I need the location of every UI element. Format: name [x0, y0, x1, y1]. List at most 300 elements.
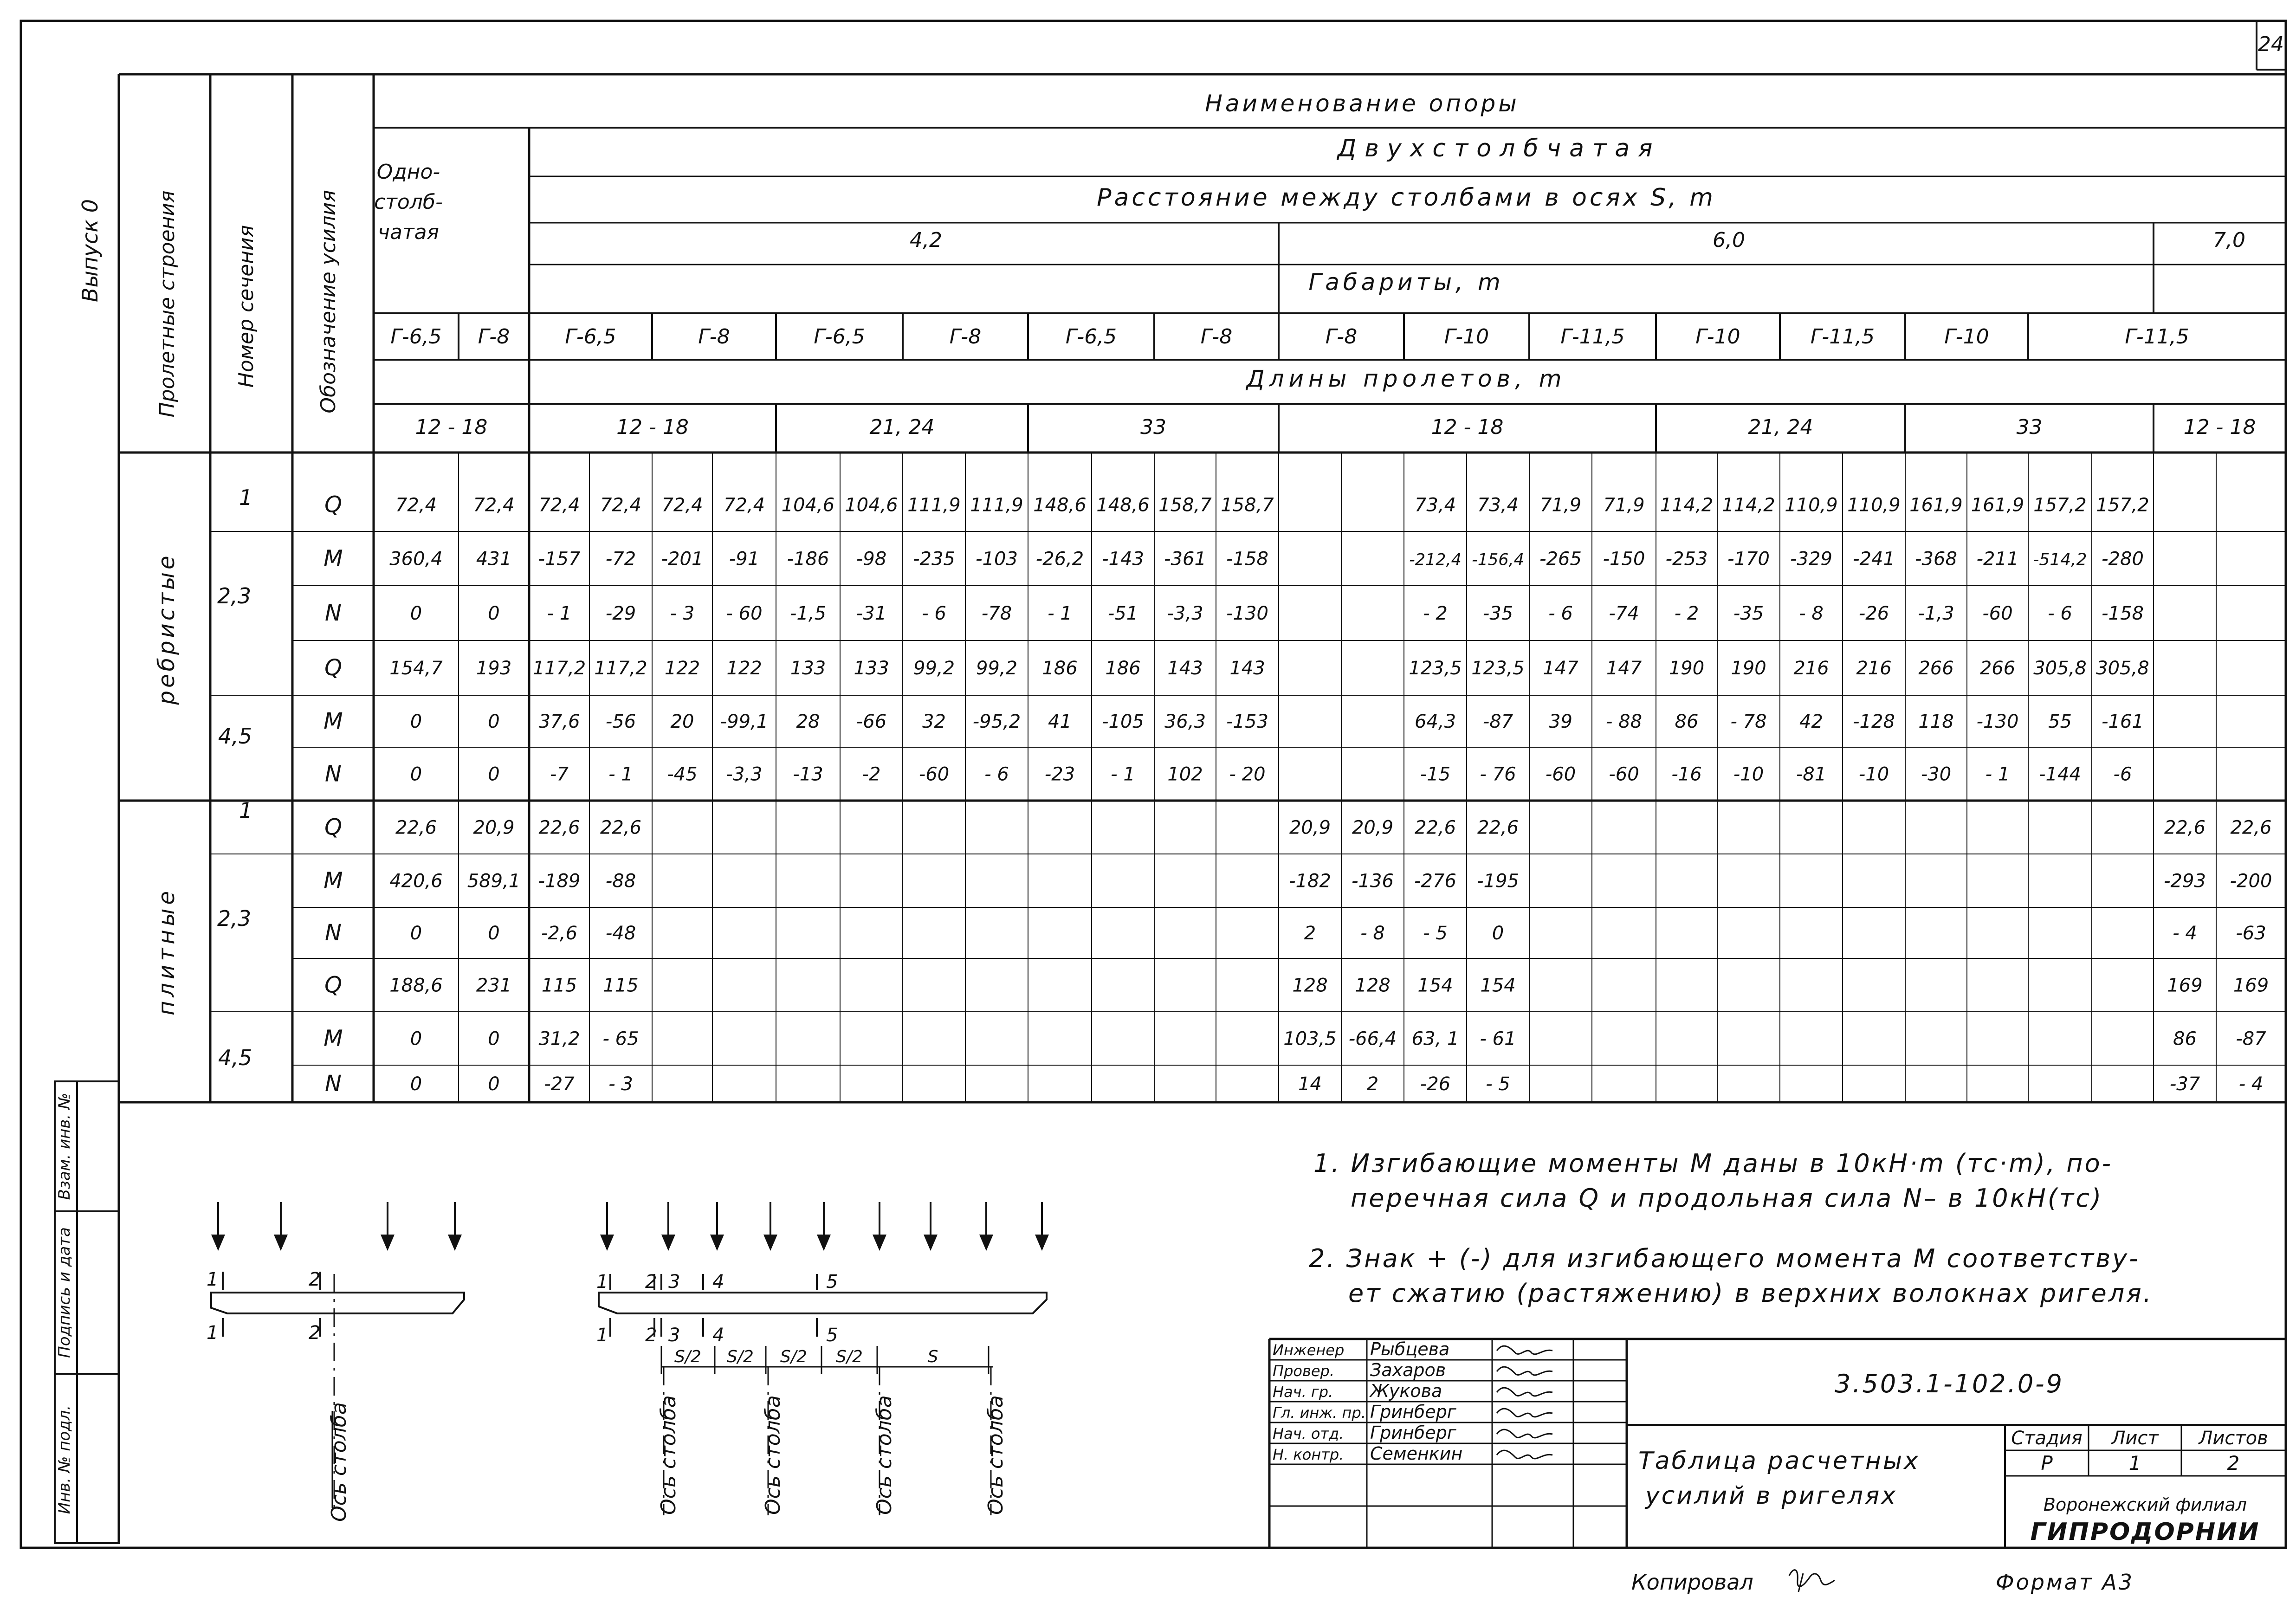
- org-line-2: ГИПРОДОРНИИ: [2030, 1518, 2260, 1546]
- copier-signature: [1789, 1570, 1835, 1592]
- table-cell: -186: [787, 548, 829, 570]
- axis-label: Ось столба: [873, 1395, 896, 1515]
- table-cell: 0: [488, 1073, 500, 1095]
- diag-right-bottom-label: 2: [645, 1325, 657, 1346]
- load-arrows-left: [213, 1202, 460, 1248]
- diag-right-top-label: 2: [645, 1271, 657, 1293]
- tb-role: Гл. инж. пр.: [1273, 1404, 1366, 1422]
- table-cell: -150: [1603, 548, 1645, 570]
- section-45-ribbed: 4,5: [218, 724, 252, 749]
- table-cell: -153: [1226, 711, 1268, 732]
- table-cell: -265: [1539, 548, 1582, 570]
- table-cell: 0: [488, 923, 500, 944]
- table-cell: 104,6: [781, 494, 835, 516]
- table-cell: 36,3: [1164, 711, 1206, 732]
- table-cell: - 88: [1605, 711, 1643, 732]
- table-cell: 161,9: [1971, 494, 2024, 516]
- table-cell: -368: [1915, 548, 1957, 570]
- diag-right-bottom-label: 5: [826, 1325, 838, 1346]
- table-cell: 147: [1606, 658, 1642, 679]
- force-letter: N: [325, 600, 342, 626]
- table-cell: 22,6: [1477, 817, 1519, 839]
- table-cell: 169: [2233, 975, 2269, 996]
- table-cell: -30: [1921, 763, 1952, 785]
- gabarit-label: Г-8: [1325, 325, 1358, 349]
- table-cell: 128: [1292, 975, 1328, 996]
- force-letter: Q: [324, 972, 342, 998]
- signature: [1497, 1346, 1552, 1354]
- table-cell: -3,3: [1167, 603, 1203, 624]
- table-cell: -143: [1102, 548, 1144, 570]
- gabarit-label: Г-8: [698, 325, 730, 349]
- table-cell: 39: [1549, 711, 1572, 732]
- table-cell: -144: [2039, 763, 2081, 785]
- diag-right-bottom-label: 4: [712, 1325, 724, 1346]
- gabarit-labels: [390, 325, 2189, 349]
- table-cell: -56: [605, 711, 636, 732]
- table-cell: - 6: [1548, 603, 1573, 624]
- table-cell: - 6: [922, 603, 946, 624]
- signature: [1497, 1367, 1552, 1375]
- table-cell: -329: [1790, 548, 1832, 570]
- signature: [1497, 1409, 1552, 1417]
- table-cell: 115: [603, 975, 639, 996]
- table-cell: -31: [856, 603, 887, 624]
- table-cell: -26,2: [1035, 548, 1084, 570]
- table-cell: 104,6: [845, 494, 898, 516]
- table-cell: 147: [1543, 658, 1578, 679]
- table-cell: 103,5: [1283, 1028, 1337, 1050]
- table-cell: 161,9: [1909, 494, 1963, 516]
- span-length-label: 21, 24: [1748, 415, 1813, 439]
- table-cell: 431: [476, 548, 512, 570]
- table-cell: 0: [488, 711, 500, 732]
- vypusk-label: Выпуск 0: [78, 199, 103, 303]
- table-cell: -74: [1609, 603, 1639, 624]
- table-cell: 72,4: [723, 494, 765, 516]
- table-cell: 111,9: [970, 494, 1023, 516]
- two-column-diagram-labels: [596, 1271, 1008, 1515]
- table-cell: 148,6: [1033, 494, 1087, 516]
- span-length-label: 33: [2016, 415, 2043, 439]
- tb-name: Семенкин: [1370, 1443, 1463, 1464]
- section-1-ribbed: 1: [239, 485, 253, 510]
- table-cell: -2: [862, 763, 881, 785]
- section-23-slab: 2,3: [217, 906, 252, 931]
- table-cell: 122: [726, 658, 762, 679]
- note-2-line-1: 2. Знак + (-) для изгибающего момента M соответству-: [1309, 1244, 2140, 1273]
- table-cell: 266: [1918, 658, 1954, 679]
- table-cell: 111,9: [907, 494, 961, 516]
- table-cell: - 3: [670, 603, 695, 624]
- table-cell: -26: [1420, 1073, 1451, 1095]
- table-cell: 0: [410, 923, 422, 944]
- header-section-number: Номер сечения: [234, 225, 258, 388]
- table-cell: 72,4: [600, 494, 642, 516]
- gabarit-label: Г-6,5: [814, 325, 865, 349]
- tb-role: Нач. гр.: [1273, 1383, 1333, 1401]
- gabarit-label: Г-8: [949, 325, 982, 349]
- table-cell: 216: [1856, 658, 1892, 679]
- table-cell: -7: [550, 763, 569, 785]
- diag-right-top-label: 4: [712, 1271, 724, 1293]
- header-dliny: Длины пролетов, m: [1246, 365, 1566, 392]
- table-grid-lines: [119, 74, 2286, 1102]
- table-cell: 123,5: [1409, 658, 1462, 679]
- tb-name: Захаров: [1370, 1360, 1446, 1380]
- table-cell: - 76: [1480, 763, 1516, 785]
- force-table: [119, 74, 2286, 1543]
- table-cell: 22,6: [2164, 817, 2206, 839]
- table-cell: 64,3: [1414, 711, 1456, 732]
- document-code: 3.503.1-102.0-9: [1834, 1369, 2064, 1398]
- table-cell: - 1: [608, 763, 633, 785]
- header-single-1: Одно-: [376, 160, 440, 184]
- force-letter: M: [323, 1025, 343, 1052]
- section-45-slab: 4,5: [218, 1045, 252, 1070]
- table-cell: 133: [790, 658, 826, 679]
- table-cell: -182: [1289, 870, 1331, 892]
- table-cell: -253: [1665, 548, 1708, 570]
- table-cell: -60: [918, 763, 950, 785]
- gabarit-label: Г-10: [1695, 325, 1740, 349]
- table-cell: - 4: [2173, 923, 2197, 944]
- table-cell: 360,4: [389, 548, 443, 570]
- span-length-label: 12 - 18: [616, 415, 689, 439]
- table-cell: - 2: [1674, 603, 1699, 624]
- diag-right-top-label: 1: [596, 1271, 608, 1293]
- header-distance: Расстояние между столбами в осях S, m: [1097, 184, 1716, 212]
- table-cell: 157,2: [2096, 494, 2149, 516]
- table-cell: 72,4: [661, 494, 703, 516]
- table-cell: 0: [410, 1073, 422, 1095]
- table-cell: -60: [1982, 603, 2013, 624]
- girder-left: [211, 1293, 464, 1313]
- table-cell: 55: [2048, 711, 2072, 732]
- signature: [1497, 1388, 1552, 1396]
- table-cell: -63: [2236, 923, 2266, 944]
- axis-label-left: Ось столба: [327, 1402, 351, 1522]
- group-slab: плитные: [154, 887, 180, 1016]
- table-cell: - 4: [2238, 1073, 2264, 1095]
- table-cell: 154: [1480, 975, 1516, 996]
- axis-label: Ось столба: [984, 1395, 1008, 1515]
- notes: [1309, 1149, 2153, 1308]
- load-arrows-right: [601, 1202, 1048, 1248]
- table-cell: -103: [976, 548, 1018, 570]
- table-cell: - 8: [1360, 923, 1385, 944]
- table-cell: -91: [729, 548, 760, 570]
- table-cell: - 6: [984, 763, 1009, 785]
- gabarit-label: Г-6,5: [1065, 325, 1117, 349]
- note-2-line-2: ет сжатию (растяжению) в верхних волокнах ригеля.: [1348, 1279, 2153, 1308]
- table-cell: 0: [488, 763, 500, 785]
- doc-title-2: усилий в ригелях: [1645, 1482, 1898, 1510]
- header-force-symbol: Обозначение усилия: [317, 190, 340, 414]
- diag-left-label-4: 2: [309, 1322, 321, 1344]
- doc-title-1: Таблица расчетных: [1638, 1447, 1920, 1475]
- table-cell: - 2: [1423, 603, 1448, 624]
- sheets-label: Листов: [2199, 1428, 2268, 1449]
- note-1-line-1: 1. Изгибающие моменты M даны в 10кН·m (тс·m), по-: [1313, 1149, 2113, 1178]
- table-cell: - 5: [1486, 1073, 1510, 1095]
- table-cell: 20,9: [473, 817, 515, 839]
- sheet-value: 1: [2128, 1452, 2141, 1474]
- diag-right-top-label: 3: [668, 1271, 680, 1293]
- table-cell: 158,7: [1158, 494, 1212, 516]
- table-cell: 42: [1799, 711, 1823, 732]
- table-cell: -200: [2230, 870, 2272, 892]
- table-cell: -201: [661, 548, 704, 570]
- table-cell: 31,2: [538, 1028, 580, 1050]
- table-cell: 14: [1298, 1073, 1322, 1095]
- diag-right-bottom-label: 1: [596, 1325, 608, 1346]
- table-cell: -13: [793, 763, 823, 785]
- table-cell: - 1: [547, 603, 572, 624]
- table-cell: 2: [1304, 923, 1316, 944]
- tb-role: Н. контр.: [1273, 1446, 1344, 1463]
- table-cell: -1,3: [1918, 603, 1954, 624]
- span-length-labels: [415, 415, 2256, 439]
- copied-label: Копировал: [1631, 1570, 1753, 1595]
- stage-label: Стадия: [2011, 1428, 2083, 1449]
- diag-left-label-2: 2: [309, 1269, 321, 1290]
- gabarit-label: Г-10: [1444, 325, 1489, 349]
- table-cell: 110,9: [1785, 494, 1838, 516]
- table-cell: -10: [1858, 763, 1889, 785]
- table-cell: 115: [541, 975, 577, 996]
- table-cell: -45: [667, 763, 698, 785]
- table-cell: - 3: [608, 1073, 633, 1095]
- table-cell: -66: [856, 711, 887, 732]
- table-cell: -161: [2102, 711, 2144, 732]
- table-cell: 420,6: [389, 870, 443, 892]
- table-cell: -241: [1853, 548, 1895, 570]
- sheet-number-box: [2257, 21, 2286, 70]
- table-cell: 37,6: [538, 711, 580, 732]
- table-cell: 22,6: [1414, 817, 1456, 839]
- header-support-name: Наименование опоры: [1205, 90, 1520, 117]
- table-cell: 99,2: [976, 658, 1018, 679]
- tb-name: Гринберг: [1370, 1423, 1456, 1443]
- axis-label: Ось столба: [761, 1395, 785, 1515]
- table-cell: -128: [1853, 711, 1895, 732]
- table-cell: 73,4: [1414, 494, 1456, 516]
- span-length-label: 12 - 18: [415, 415, 488, 439]
- diag-left-label-1: 1: [207, 1269, 219, 1290]
- table-cell: 0: [410, 711, 422, 732]
- table-cell: 22,6: [395, 817, 437, 839]
- table-cell: -158: [1226, 548, 1268, 570]
- table-cell: -211: [1976, 548, 2019, 570]
- header-double: Двухстолбчатая: [1337, 135, 1661, 162]
- stamp-podpis-data: Подпись и дата: [55, 1227, 74, 1358]
- table-cell: 154: [1417, 975, 1453, 996]
- table-cell: 190: [1731, 658, 1766, 679]
- span-length-label: 21, 24: [869, 415, 935, 439]
- table-cell: -87: [1482, 711, 1513, 732]
- span-length-label: 12 - 18: [1431, 415, 1504, 439]
- table-cell: -189: [538, 870, 581, 892]
- table-cell: - 1: [1985, 763, 2010, 785]
- diag-right-top-label: 5: [826, 1271, 838, 1293]
- table-cell: 186: [1105, 658, 1141, 679]
- sheets-value: 2: [2227, 1452, 2240, 1474]
- header-dist-70: 7,0: [2213, 228, 2245, 252]
- table-cell: - 1: [1111, 763, 1135, 785]
- table-cell: 110,9: [1847, 494, 1901, 516]
- stage-value: Р: [2041, 1452, 2053, 1474]
- row-labels: [154, 485, 252, 1070]
- table-cell: -87: [2236, 1028, 2266, 1050]
- table-cell: -99,1: [720, 711, 769, 732]
- header-single-2: столб-: [374, 190, 443, 214]
- table-cell: -48: [605, 923, 636, 944]
- table-cell: 20: [670, 711, 694, 732]
- table-cell: -170: [1727, 548, 1770, 570]
- dimension-label: S/2: [674, 1347, 701, 1366]
- table-cell: 123,5: [1471, 658, 1525, 679]
- dimension-label: S/2: [727, 1347, 754, 1366]
- gabarit-label: Г-6,5: [565, 325, 616, 349]
- tb-name: Гринберг: [1370, 1402, 1456, 1422]
- table-cell: - 6: [2048, 603, 2072, 624]
- table-cell: -6: [2113, 763, 2132, 785]
- table-cell: - 61: [1480, 1028, 1516, 1050]
- force-letter: Q: [324, 655, 342, 681]
- table-cell: - 78: [1730, 711, 1767, 732]
- diag-right-bottom-label: 3: [668, 1325, 680, 1346]
- tb-role: Нач. отд.: [1273, 1425, 1344, 1442]
- table-cell: -157: [538, 548, 581, 570]
- table-cell: 133: [854, 658, 889, 679]
- table-cell: -72: [605, 548, 636, 570]
- table-cell: 0: [410, 1028, 422, 1050]
- table-cell: -78: [981, 603, 1012, 624]
- tb-role: Провер.: [1273, 1362, 1334, 1380]
- table-cell: 28: [796, 711, 820, 732]
- stamp-inv-podl: Инв. № подл.: [55, 1405, 74, 1514]
- header-dist-42: 4,2: [910, 228, 942, 252]
- table-cell: -37: [2169, 1073, 2200, 1095]
- table-cell: -98: [856, 548, 887, 570]
- gabarit-label: Г-8: [478, 325, 510, 349]
- table-cell: 117,2: [594, 658, 647, 679]
- force-letter: N: [325, 761, 342, 787]
- table-cell: - 65: [602, 1028, 639, 1050]
- table-cell: -23: [1044, 763, 1075, 785]
- table-cell: 589,1: [467, 870, 521, 892]
- org-line-1: Воронежский филиал: [2043, 1494, 2247, 1515]
- table-cell: 169: [2167, 975, 2203, 996]
- table-cell: - 1: [1048, 603, 1072, 624]
- table-cell: 148,6: [1096, 494, 1150, 516]
- table-cell: -35: [1733, 603, 1764, 624]
- table-cell: -51: [1107, 603, 1138, 624]
- table-cell: 231: [476, 975, 512, 996]
- table-cell: 2: [1366, 1073, 1379, 1095]
- table-cell: 266: [1979, 658, 2016, 679]
- table-cell: 154,7: [389, 658, 443, 679]
- table-cell: -280: [2102, 548, 2144, 570]
- force-letter: N: [325, 920, 342, 946]
- table-cell: 102: [1167, 763, 1203, 785]
- table-cell: 0: [1492, 923, 1504, 944]
- table-cell: -15: [1420, 763, 1451, 785]
- table-cell: -35: [1482, 603, 1513, 624]
- table-cell: -29: [605, 603, 636, 624]
- table-cell: -66,4: [1348, 1028, 1397, 1050]
- sheet-label: Лист: [2111, 1428, 2159, 1449]
- force-letters: [323, 492, 343, 1097]
- table-cell: -26: [1858, 603, 1889, 624]
- table-cell: - 60: [726, 603, 763, 624]
- table-header: [155, 90, 2245, 417]
- table-cell: 32: [922, 711, 946, 732]
- table-cell: 73,4: [1477, 494, 1519, 516]
- gabarit-label: Г-11,5: [1810, 325, 1875, 349]
- table-cell: 20,9: [1352, 817, 1394, 839]
- table-cell: 143: [1167, 658, 1203, 679]
- force-letter: N: [325, 1071, 342, 1097]
- table-cell: 72,4: [395, 494, 437, 516]
- table-cell: 99,2: [913, 658, 955, 679]
- section-1-slab: 1: [239, 798, 253, 823]
- axis-label: Ось столба: [657, 1395, 680, 1515]
- tb-name: Рыбцева: [1370, 1339, 1450, 1359]
- table-cell: -81: [1796, 763, 1827, 785]
- table-cell: 41: [1048, 711, 1072, 732]
- table-cell: 86: [1675, 711, 1699, 732]
- table-cell: -514,2: [2033, 550, 2087, 569]
- gabarit-label: Г-8: [1200, 325, 1233, 349]
- table-cell: -2,6: [541, 923, 578, 944]
- girder-right: [599, 1293, 1047, 1313]
- table-cell: 0: [410, 603, 422, 624]
- table-cell: -105: [1102, 711, 1144, 732]
- table-cell: -16: [1671, 763, 1702, 785]
- table-cell: -60: [1545, 763, 1576, 785]
- table-cell: 118: [1918, 711, 1954, 732]
- table-cell: 72,4: [473, 494, 515, 516]
- table-cell: - 5: [1423, 923, 1448, 944]
- table-cell: 20,9: [1289, 817, 1331, 839]
- table-cell: -235: [913, 548, 955, 570]
- table-cell: 86: [2173, 1028, 2197, 1050]
- table-cell: 0: [488, 603, 500, 624]
- table-cell: 122: [664, 658, 700, 679]
- table-cell: -276: [1414, 870, 1456, 892]
- force-letter: M: [323, 708, 343, 734]
- table-cell: - 8: [1799, 603, 1824, 624]
- table-cell: 22,6: [600, 817, 642, 839]
- table-cell: -130: [1226, 603, 1268, 624]
- span-length-label: 12 - 18: [2183, 415, 2256, 439]
- gabarit-label: Г-6,5: [390, 325, 442, 349]
- table-cell: 72,4: [538, 494, 580, 516]
- section-23-ribbed: 2,3: [217, 583, 252, 608]
- header-single-3: чатая: [377, 220, 440, 244]
- header-gabarity: Габариты, m: [1308, 269, 1504, 296]
- table-cell: 157,2: [2033, 494, 2087, 516]
- dimension-label: S: [927, 1347, 938, 1366]
- table-cell: -136: [1352, 870, 1394, 892]
- gabarit-label: Г-10: [1944, 325, 1989, 349]
- table-cell: 22,6: [2230, 817, 2272, 839]
- table-cell: 216: [1793, 658, 1829, 679]
- table-cell: 158,7: [1221, 494, 1274, 516]
- table-cell: 0: [410, 763, 422, 785]
